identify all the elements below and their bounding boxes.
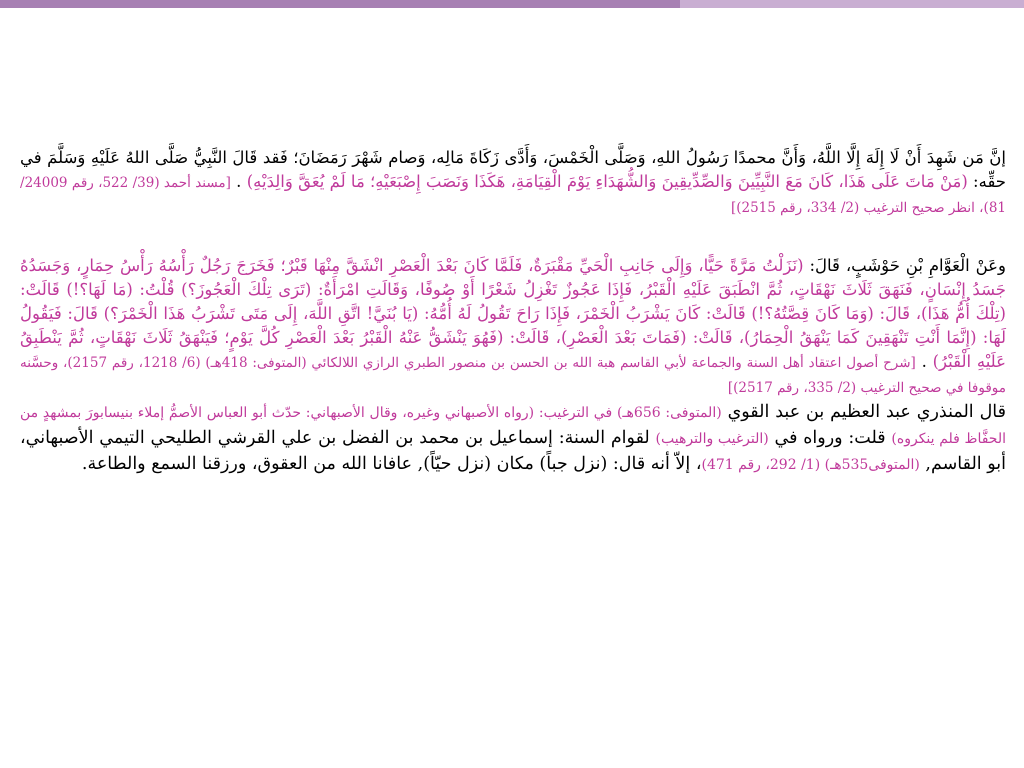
spacer <box>20 220 1006 254</box>
narration-quote: (نَزَلْتُ مَرَّةً حَيًّا، وَإِلَى جَانِبِ الْحَيِّ مَقْبَرَةٌ، فَلَمَّا كَانَ بَعْدَ الْعَصْرِ انْشَقَّ مِنْهَا قَبْرٌ؛ فَخَرَجَ رَجُلٌ رَأْسُهُ رَأْسُ حِمَارٍ، وَجَسَدُهُ جَسَدُ إِنْسَانٍ، فَنَهَقَ ثَلَاثَ نَهْقَاتٍ، ثُمَّ انْطَبَقَ عَلَيْهِ الْقَبْرُ، فَإِذَا عَجُوزٌ تَغْزِلُ شَعْرًا أَوْ صُوفًا، وَقَالَتِ امْرَأَةٌ: (تَرَى تِلْكَ الْعَجُوزَ؟) قُلْتُ: (مَا لَهَا؟!) قَالَتْ: (تِلْكَ أُمُّ هَذَا)، قَالَ: (وَمَا كَانَ قِصَّتُهُ؟!) قَالَتْ: كَانَ يَشْرَبُ الْخَمْرَ، فَإِذَا رَاحَ تَقُولُ لَهُ أُمُّهُ: (يَا بُنَيَّ! اتَّقِ اللَّهَ، إِلَى مَتَى تَشْرَبُ هَذَا الْخَمْرَ؟) قَالَ: فَيَقُولُ لَهَا: (إِنَّمَا أَنْتِ تَنْهَقِينَ كَمَا يَنْهَقُ الْحِمَارُ)، قَالَتْ: (فَمَاتَ بَعْدَ الْعَصْرِ)، قَالَتْ: (فَهُوَ يَنْشَقُّ عَنْهُ الْقَبْرُ بَعْدَ الْعَصْرِ كُلَّ يَوْمٍ؛ فَيَنْهَقُ ثَلَاثَ نَهْقَاتٍ، ثُمَّ يَنْطَبِقُ عَلَيْهِ الْقَبْرُ) <box>20 256 1006 371</box>
paragraph-1 <box>20 146 1006 220</box>
reference-1: [مسند أحمد (39/ 522، رقم 24009/ 81)، انظر صحيح الترغيب (2/ 334، رقم 2515)] <box>20 175 1006 216</box>
hadith-quote-1: (مَنْ مَاتَ عَلَى هَذَا، كَانَ مَعَ النَّبِيِّينَ وَالصِّدِّيقِينَ وَالشُّهَدَاءِ يَوْمَ الْقِيَامَةِ، هَكَذَا وَنَصَبَ إِصْبَعَيْهِ؛ مَا لَمْ يُعَقَّ وَالِدَيْهِ) <box>246 172 968 191</box>
paragraph-3-text-b: قلت: ورواه في <box>768 428 892 448</box>
paragraph-1-text: إنَّ مَن شَهِدَ أَنْ لَا إِلَهَ إِلَّا اللَّهُ، وَأَنَّ محمدًا رَسُولُ اللهِ، وَصَلَّى الْخَمْسَ، وَأَدَّى زَكَاةَ مَالِه، وَصام شَهْرَ رَمَضَانَ؛ فَقد قَالَ النَّبِيُّ صَلَّى اللهُ عَلَيْهِ وَسَلَّمَ في حقِّه: <box>20 148 1006 191</box>
accent-bar-light <box>680 0 1024 8</box>
separator: . <box>915 352 933 371</box>
separator: . <box>230 172 247 191</box>
paragraph-3-text-a: قال المنذري عبد العظيم بن عبد القوي <box>721 402 1006 422</box>
paragraph-2-text: وعَنْ الْعَوَّامِ بْنِ حَوْشَبٍ، قَالَ: <box>803 256 1006 275</box>
paragraph-2 <box>20 254 1006 400</box>
reference-2: [شرح أصول اعتقاد أهل السنة والجماعة لأبي القاسم هبة الله بن الحسن بن منصور الطبري الرازي اللالكائي (المتوفى: 418هـ) (6/ 1218، رقم 2157)، وحسَّنه موقوفا في صحيح الترغيب (2/ 335، رقم 2517)] <box>20 355 1006 396</box>
paragraph-3 <box>20 400 1006 478</box>
paragraph-3-note-a: (المتوفى: 656هـ) في الترغيب: (رواه الأصبهاني وغيره، وقال الأصبهاني: حدّث أبو العباس الأصمُّ إملاء بنيسابورَ بمشهدٍ من الحفَّاظ فلم ينكروه) <box>20 405 1006 447</box>
paragraph-3-text-c: لقوام السنة: إسماعيل بن محمد بن الفضل بن علي القرشي الطليحي التيمي الأصبهاني، أبو القاسم, <box>20 428 1006 474</box>
paragraph-3-text-d: ، إلاّ أنه قال: (نزل جباً) مكان (نزل حيّاً), عافانا الله من العقوق، ورزقنا السمع والطاعة. <box>81 454 702 474</box>
slide-body <box>20 146 1006 478</box>
accent-bar-dark <box>0 0 680 8</box>
title-accent-bar <box>0 0 1024 8</box>
paragraph-3-book-title: (الترغيب والترهيب) <box>655 431 769 447</box>
paragraph-3-note-b: (المتوفى535هـ) (1/ 292، رقم 471) <box>701 457 920 473</box>
